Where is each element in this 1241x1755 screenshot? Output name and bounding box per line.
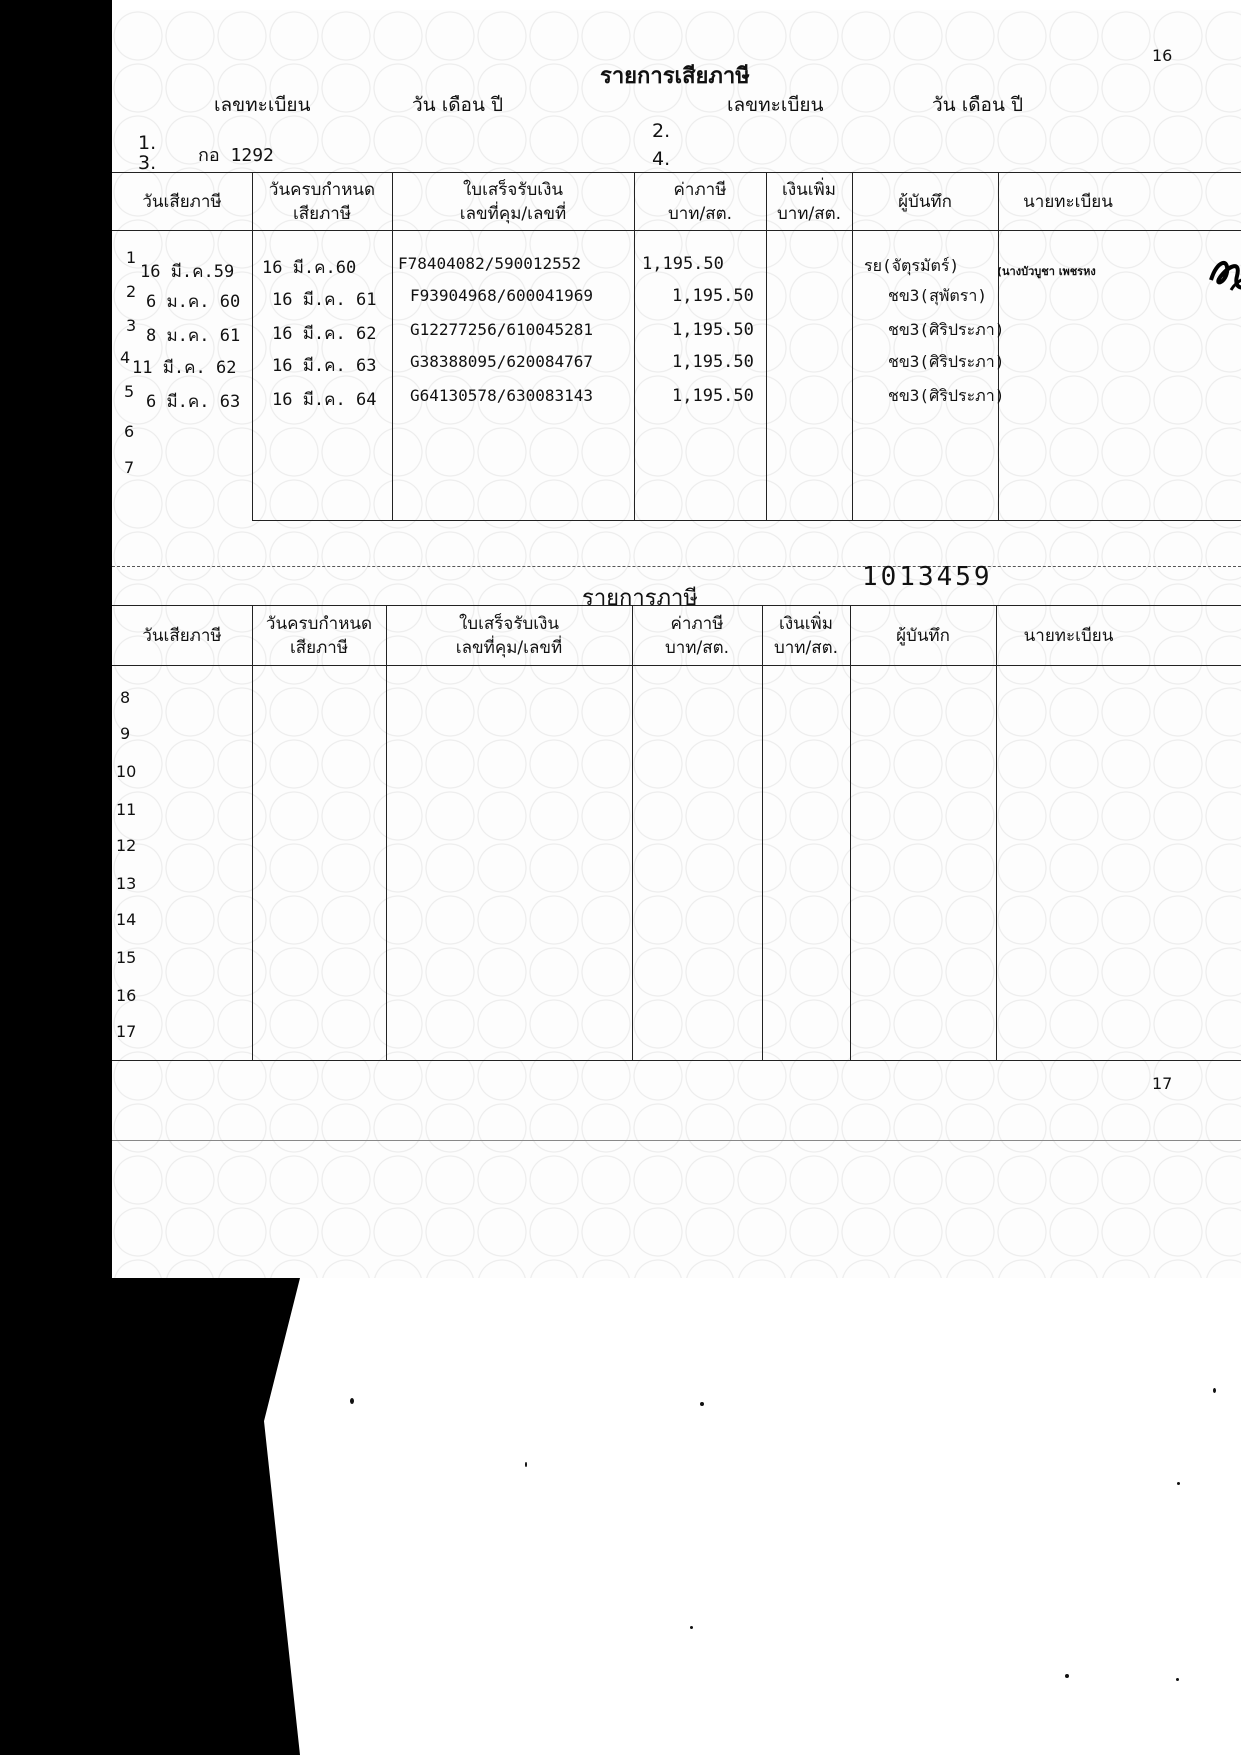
- s1-header-receipt-1: ใบเสร็จรับเงิน: [462, 180, 564, 200]
- table-row: 6: [124, 422, 135, 441]
- s1-header-surcharge-2: บาท/สต.: [776, 204, 842, 224]
- table-row: 11: [116, 800, 137, 819]
- s2-header-receipt-1: ใบเสร็จรับเงิน: [458, 614, 560, 634]
- table-row: 13: [116, 874, 137, 893]
- scan-border-bottom-left: [0, 1278, 300, 1755]
- s2-header-registrar: นายทะเบียน: [1023, 626, 1114, 646]
- date-label-2: วัน เดือน ปี: [932, 94, 1024, 116]
- plate-number: กอ 1292: [198, 145, 274, 166]
- section2-title: รายการภาษี: [582, 586, 698, 611]
- table-row: 12: [116, 836, 137, 855]
- s1-header-surcharge-1: เงินเพิ่ม: [782, 180, 836, 200]
- section1-title: รายการเสียภาษี: [600, 64, 750, 89]
- table-row: 9: [120, 724, 131, 743]
- form-serial: 1013459: [862, 562, 993, 592]
- s2-header-receipt-2: เลขที่คุม/เลขที่: [455, 638, 563, 658]
- s1-header-receipt-2: เลขที่คุม/เลขที่: [459, 204, 567, 224]
- s2-header-surcharge-2: บาท/สต.: [773, 638, 839, 658]
- s1-header-tax-1: ค่าภาษี: [673, 180, 727, 200]
- s2-header-pay-date: วันเสียภาษี: [142, 626, 222, 646]
- reg-label-2: เลขทะเบียน: [727, 94, 824, 116]
- item-2: 2.: [652, 120, 671, 142]
- s2-header-tax-1: ค่าภาษี: [670, 614, 724, 634]
- s1-header-pay-date: วันเสียภาษี: [142, 192, 222, 212]
- s1-header-due-2: เสียภาษี: [292, 204, 352, 224]
- s2-header-due-2: เสียภาษี: [289, 638, 349, 658]
- registrar-signature: [1207, 250, 1241, 300]
- table-row: 16: [116, 986, 137, 1005]
- s1-header-recorder: ผู้บันทึก: [898, 192, 952, 212]
- s2-header-recorder: ผู้บันทึก: [896, 626, 950, 646]
- s2-header-surcharge-1: เงินเพิ่ม: [779, 614, 833, 634]
- s1-header-tax-2: บาท/สต.: [667, 204, 733, 224]
- item-3: 3.: [138, 152, 157, 174]
- table-row: 15: [116, 948, 137, 967]
- s1-header-registrar: นายทะเบียน: [1023, 192, 1113, 212]
- table-row: 17: [116, 1022, 137, 1041]
- table-row: 7: [124, 458, 135, 477]
- s2-header-tax-2: บาท/สต.: [664, 638, 730, 658]
- date-label-1: วัน เดือน ปี: [412, 94, 504, 116]
- table-row: 8: [120, 688, 131, 707]
- item-1: 1.: [138, 132, 157, 154]
- s1-header-due-1: วันครบกำหนด: [268, 180, 376, 200]
- reg-label-1: เลขทะเบียน: [214, 94, 311, 116]
- s2-header-due-1: วันครบกำหนด: [265, 614, 373, 634]
- page-number-bottom: 17: [1152, 1074, 1173, 1093]
- page-number-top: 16: [1152, 46, 1173, 65]
- registrar-name-note: (นางบัวบูชา เพชรหง: [997, 265, 1096, 278]
- table-row: 14: [116, 910, 137, 929]
- tax-record-sheet: 16 รายการเสียภาษี เลขทะเบียน วัน เดือน ปี เลขทะเบียน วัน เดือน ปี 1. 3. กอ 1292 2. 4. วันเสียภาษี วันครบกำหนด เสียภาษี ใบเสร็จรับเงิน เลขที่คุม/เลขที่ ค่าภาษี บาท/สต. เงินเพิ่ม บาท/สต. ผู้บันทึก นายทะเบียน 1 16 มี.ค.59 16 มี.ค.60 F78404082/590012552 1,195.50 รย(จัตุรมัตร์) 2 6 ม.ค. 60 16 มี.ค. 61 F93904968/600041969 1,195.50 ชข3(สุพัตรา) 3 8 ม.ค. 61 16 มี.ค. 62 G12277256/610045281 1,195.50 ชข3(ศิริประภา) 4 11 มี.ค. 62 16 มี.ค. 63 G38388095/620084767 1,195.50 ชข3(ศิริประภา) 5 6 มี.ค. 63 16 มี.ค. 64 G64130578/630083143 1,195.50 ชข3(ศิริประภา) 6 7 (นางบัวบูชา เพชรหง รายการภาษี 1013459 วันเสียภาษี วันครบกำหนด เสียภาษี ใบเสร็จรับเงิน เลขที่คุม/เลขที่ ค่าภาษี บาท/สต. เงินเพิ่ม บาท/สต. ผู้บันทึก นายทะเบียน 8 9 10 11 12 13 14 15 16 17 17: [112, 10, 1241, 1278]
- table-row: 10: [116, 762, 137, 781]
- item-4: 4.: [652, 148, 671, 170]
